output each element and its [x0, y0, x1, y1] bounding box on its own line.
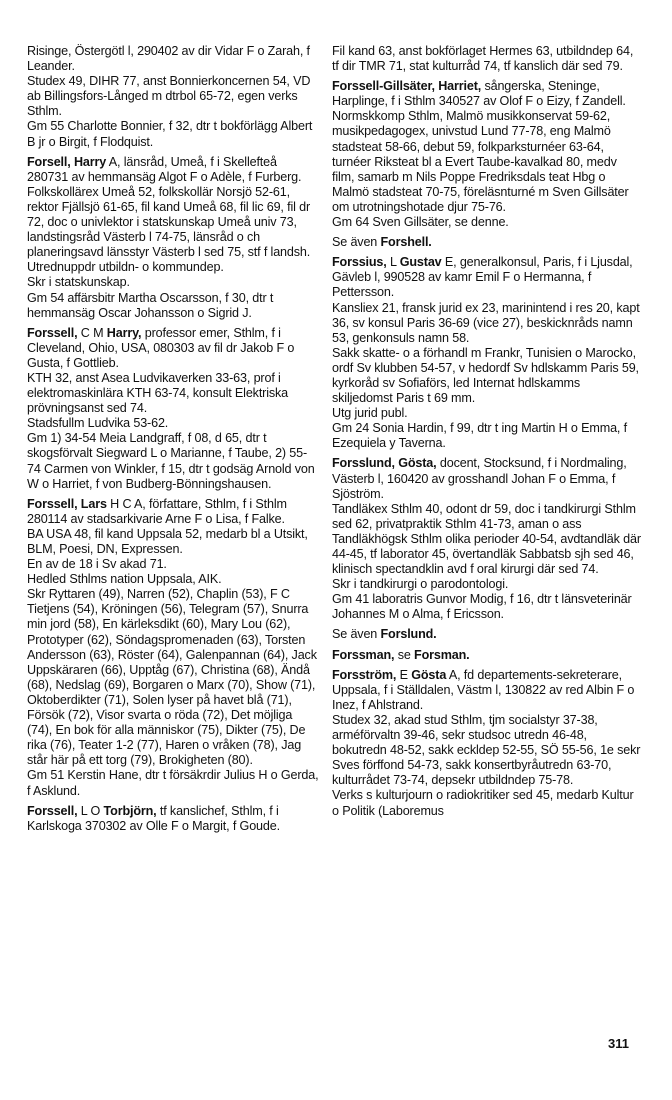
- entry-header-text: E: [396, 667, 412, 682]
- entry-header-text: tf kanslichef, Sthlm, f i Karlskoga 370302 av Olle F o Margit, f Goude.: [27, 803, 280, 833]
- entry-forssell-lars: [27, 497, 319, 799]
- entry-header-text: L: [386, 255, 400, 270]
- entry-given-name: Gösta: [411, 667, 447, 682]
- entry-given-name: Gustav: [399, 255, 442, 270]
- entry-paragraph: Skr i statskunskap.: [27, 275, 130, 290]
- entry-given-name: Harry,: [106, 325, 142, 340]
- cross-reference: [332, 648, 642, 663]
- entry-paragraph: Sakk skatte- o a förhandl m Frankr, Tunisien o Marocko, ordf Sv klubben 54-57, v hedordf Sv hdlskamm Paris 59, kyrkoråd sv Sofiaförs, led Internat hdlskamms skiljedomst Paris t 69 mm.: [332, 345, 639, 406]
- entry-paragraph: Studex 32, akad stud Sthlm, tjm socialstyr 37-38, arméförvaltn 39-46, sekr studsoc utredn 46-48, bokutredn 48-52, sakk eckldep 52-55, SÖ 55-56, 1e sekr Sves förffond 54-73, sakk konsertbyråutredn 63-70, kulturrådet 73-74, depsekr utbildndep 75-78.: [332, 712, 641, 788]
- entry-header: [27, 326, 319, 371]
- entry-paragraph: Verks s kulturjourn o radiokritiker sed 45, medarb Kultur o Politik (Laboremus: [332, 788, 634, 818]
- entry-paragraph: Risinge, Östergötl l, 290402 av dir Vidar F o Zarah, f Leander.: [27, 44, 310, 74]
- cross-reference-source: Forssman,: [332, 647, 395, 662]
- entry-paragraph: Gm 41 laboratris Gunvor Modig, f 16, dtr t länsveterinär Johannes M o Alma, f Ericsson.: [332, 592, 632, 622]
- entry-paragraph: Gm 24 Sonia Hardin, f 99, dtr t ing Martin H o Emma, f Ezequiela y Taverna.: [332, 421, 627, 451]
- entry-paragraph: Gm 64 Sven Gillsäter, se denne.: [332, 215, 509, 230]
- entry-name: Forsell, Harry: [27, 154, 107, 169]
- entry-paragraph: Kansliex 21, fransk jurid ex 23, marinintend i res 20, kapt 36, sv konsul Paris 36-69 (vice 27), beskicknråds namn 53, genkonsuls namn 58.: [332, 300, 640, 345]
- entry-paragraph: Gm 1) 34-54 Meia Landgraff, f 08, d 65, dtr t skogsförvalt Siegward L o Marianne, f Taube, 2) 55-74 Carmen von Winkler, f 15, dtr t godsäg Arnold von W o Harriet, f von Budberg-Bönningshausen.: [27, 431, 315, 491]
- page-number: 311: [608, 1036, 629, 1051]
- entry-paragraph: Hedled Sthlms nation Uppsala, AIK.: [27, 572, 222, 587]
- entry-paragraph: Studex 49, DIHR 77, anst Bonnierkoncernen 54, VD ab Billingsfors-Långed m dtrbol 65-72, egen verks Sthlm.: [27, 74, 311, 119]
- entry-paragraph: Gm 51 Kerstin Hane, dtr t försäkrdir Julius H o Gerda, f Asklund.: [27, 768, 319, 798]
- entry-forssell-harry: [27, 326, 319, 492]
- entry-paragraph: En av de 18 i Sv akad 71.: [27, 557, 167, 572]
- entry-paragraph: Folkskollärex Umeå 52, folkskollär Norsjö 52-61, rektor Fjällsjö 61-65, fil kand Umeå 68, fil lic 69, fil dr 72, doc o univlektor i statskunskap Umeå univ 73, landstingsråd Västerb l 74-75, länsråd o ch planeringsavd länsstyr Västerb l sed 75, stf f landsh.: [27, 184, 311, 260]
- entry-header-text: A, fd departements-sekreterare, Uppsala, f i Ställdalen, Västm l, 130822 av red Albin F o Inez, f Ahlstrand.: [332, 667, 635, 712]
- entry-forsstrom-gosta: [332, 668, 642, 819]
- entry-header-text: A, länsråd, Umeå, f i Skellefteå 280731 av hemmansäg Algot F o Adèle, f Furberg.: [27, 154, 302, 184]
- entry-name: Forssell,: [27, 803, 78, 818]
- entry-forsell-harry: [27, 155, 319, 321]
- entry-header-text: docent, Stocksund, f i Nordmaling, Västerb l, 160420 av grosshandl Johan F o Emma, f Sjöström.: [332, 456, 627, 501]
- entry-header-text: L O: [77, 803, 104, 818]
- entry-name: Forssell, Lars: [27, 496, 107, 511]
- entry-paragraph: KTH 32, anst Asea Ludvikaverken 33-63, prof i elektromaskinlära KTH 63-74, konsult Elektriska prövningsanst sed 74.: [27, 370, 289, 416]
- entry-header-text: C M: [77, 325, 107, 340]
- entry-header: [27, 804, 319, 834]
- entry-name: Forssell,: [27, 325, 78, 340]
- left-column: [27, 44, 319, 839]
- entry-paragraph: Utg jurid publ.: [332, 406, 408, 421]
- entry-paragraph: Skr i tandkirurgi o parodontologi.: [332, 577, 509, 592]
- entry-header: [332, 456, 642, 501]
- cross-reference-text: se: [394, 647, 415, 662]
- entry-paragraph: Tandläkex Sthlm 40, odont dr 59, doc i tandkirurgi Sthlm sed 62, privatpraktik Sthlm 41-73, aman o ass Tandläkhögsk Sthlm olika perioder 40-54, avdtandläk där 44-45, tf laborator 45, övertandläk Sabbatsb sjh sed 46, klinisch spectandklin avd f oral kirurgi där sed 74.: [332, 501, 641, 577]
- entry-header: [332, 668, 642, 713]
- cross-reference-text: Se även: [332, 235, 381, 250]
- cross-reference-target: Forsman.: [414, 647, 470, 662]
- entry-paragraph: Utrednuppdr utbildn- o kommundep.: [27, 260, 224, 275]
- entry-paragraph: Fil kand 63, anst bokförlaget Hermes 63, utbildndep 64, tf dir TMR 71, stat kulturråd 74, tf kanslich där sed 79.: [332, 44, 634, 74]
- entry-header-text: professor emer, Sthlm, f i Cleveland, Ohio, USA, 080303 av fil dr Jakob F o Gusta, f Gottlieb.: [27, 325, 295, 370]
- entry-paragraph: Gm 55 Charlotte Bonnier, f 32, dtr t bokförlägg Albert B jr o Birgit, f Flodquist.: [27, 119, 313, 149]
- entry-paragraph: Skr Ryttaren (49), Narren (52), Chaplin (53), F C Tietjens (54), Kröningen (56), Telegram (57), Snurra min jord (58), En kärleksdikt (60), Mary Lou (62), Prototyper (62), Söndagspromenaden (63), Torsten Andersson (63), Röster (64), Galenpannan (64), Jack Uppskäraren (66), Upptåg (67), Christina (68), Ändå (68), Nedslag (69), Borgaren o Marx (70), Show (71), Oktoberdikter (71), Solen lyser på havet blå (71), Försök (72), Visor svarta o röda (72), Det möjliga (74), En bok för alla människor (75), Dikter (75), De rika (76), Teater 1-2 (77), Haren o vråken (78), Jag står här på ett torg (79), Brokigheten (80).: [27, 587, 317, 768]
- entry-forssell-torbjorn: [27, 804, 319, 834]
- entry-forssell-gillsater: [332, 79, 642, 230]
- entry-header: [332, 255, 642, 300]
- entry-given-name: Torbjörn,: [103, 803, 157, 818]
- entry-header-text: sångerska, Steninge, Harplinge, f i Sthlm 340527 av Olof F o Eizy, f Zandell.: [332, 79, 626, 109]
- cross-reference-text: Se även: [332, 627, 381, 642]
- entry-header: [332, 79, 642, 109]
- entry-name: Forssell-Gillsäter, Harriet,: [332, 79, 482, 94]
- cross-reference-target: Forslund.: [380, 627, 437, 642]
- cross-reference: [332, 235, 642, 250]
- entry-header-text: E, generalkonsul, Paris, f i Ljusdal, Gävleb l, 990528 av kamr Emil F o Hermanna, f Pettersson.: [332, 255, 633, 300]
- entry-paragraph: Stadsfullm Ludvika 53-62.: [27, 416, 169, 431]
- cross-reference-target: Forshell.: [380, 235, 432, 250]
- entry-header: [27, 155, 319, 185]
- entry-continuation: [27, 44, 319, 150]
- right-column: [332, 44, 642, 824]
- entry-paragraph: BA USA 48, fil kand Uppsala 52, medarb bl a Utsikt, BLM, Poesi, DN, Expressen.: [27, 526, 308, 556]
- entry-forssius-gustav: [332, 255, 642, 451]
- entry-name: Forsslund, Gösta,: [332, 456, 437, 471]
- entry-name: Forssius,: [332, 255, 387, 270]
- entry-paragraph: Normskkomp Sthlm, Malmö musikkonservat 59-62, musikpedagogex, univstud Lund 77-78, eng Malmö stadsteat 58-66, debut 59, folkparksturnéer 63-64, turnéer Riksteat bl a Evert Taube-kavalkad 80, medv film, samarb m Nils Poppe Fredriksdals teat Hbg o Malmö stadsteat 70-75, föreläsnturné m Sven Gillsäter om utrotningshotade djur 75-76.: [332, 109, 629, 214]
- cross-reference: [332, 627, 642, 642]
- entry-name: Forsström,: [332, 667, 397, 682]
- entry-forsslund-gosta: [332, 456, 642, 622]
- entry-header-text: H C A, författare, Sthlm, f i Sthlm 280114 av stadsarkivarie Arne F o Lisa, f Falke.: [27, 496, 287, 526]
- entry-continuation: [332, 44, 642, 74]
- entry-header: [27, 497, 319, 527]
- entry-paragraph: Gm 54 affärsbitr Martha Oscarsson, f 30, dtr t hemmansäg Oscar Johansson o Sigrid J.: [27, 290, 274, 320]
